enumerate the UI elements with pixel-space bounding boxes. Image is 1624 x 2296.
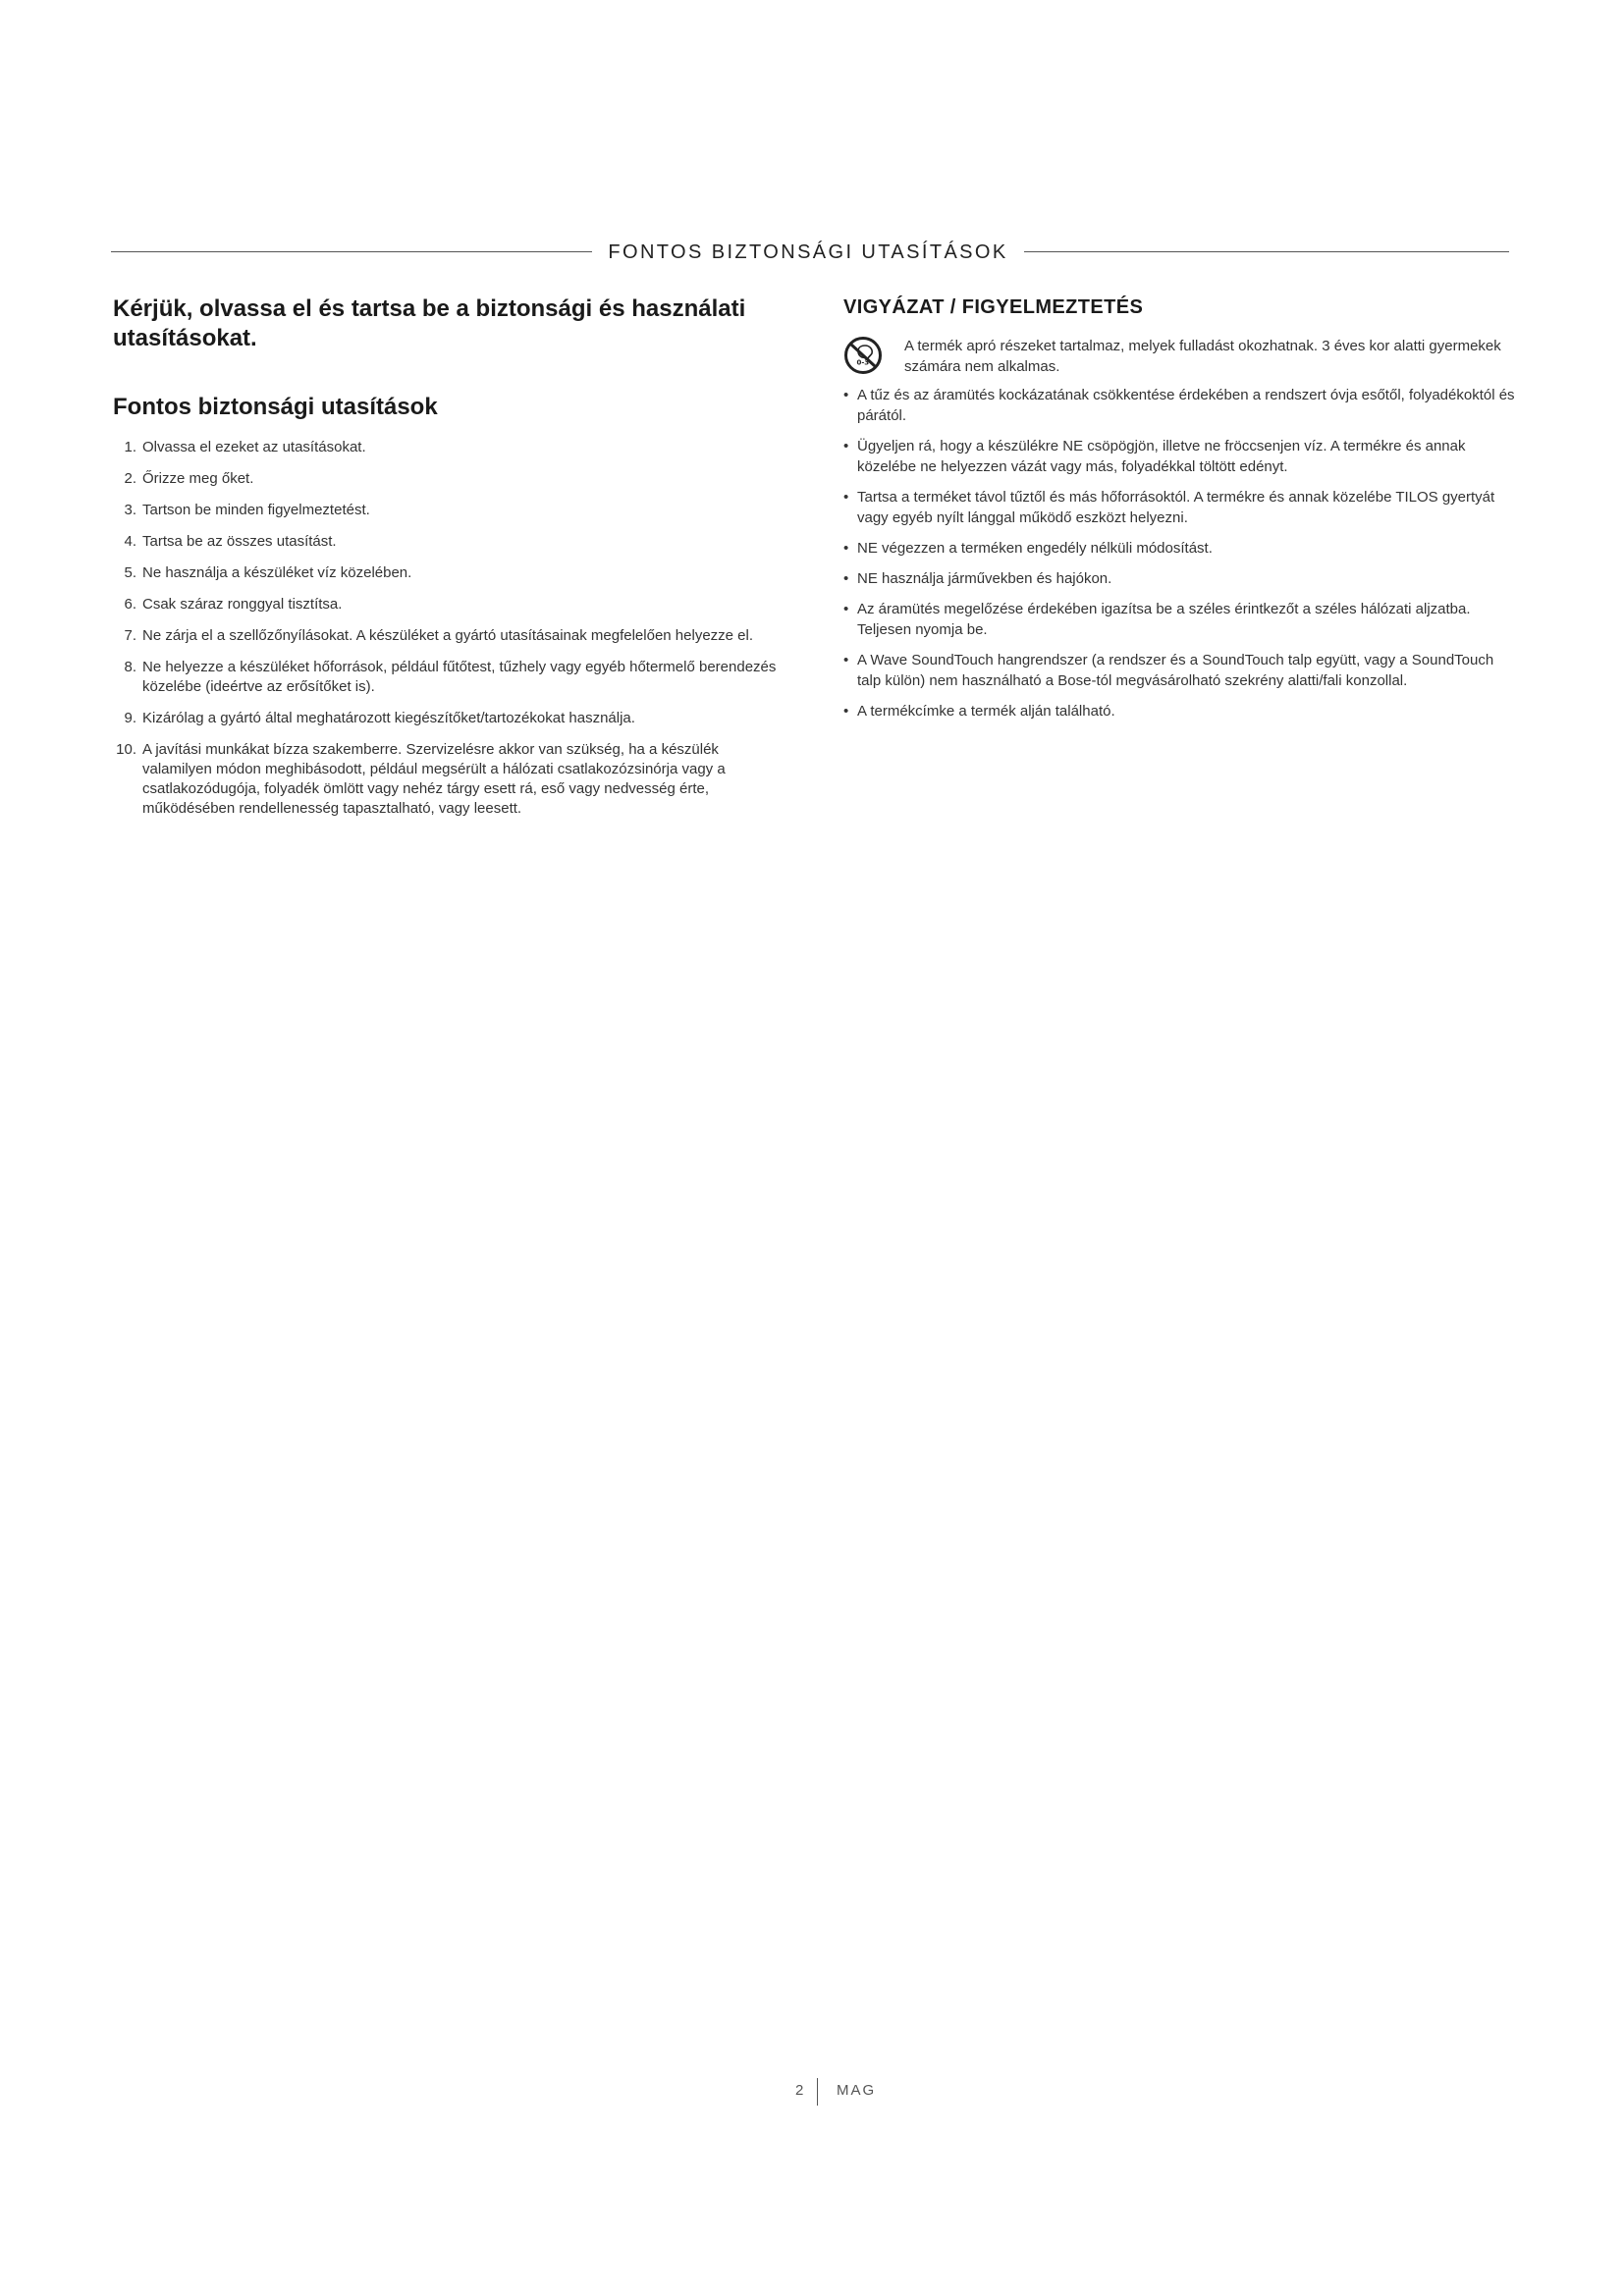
item-text: Tartsa a terméket távol tűztől és más hőforrásoktól. A termékre és annak közelébe TILOS gyertyát vagy egyéb nyílt lánggal működő eszközt helyezni. — [857, 489, 1495, 526]
choking-hazard-notice — [843, 336, 1516, 377]
intro-heading: Kérjük, olvassa el és tartsa be a biztonsági és használati utasításokat. — [113, 295, 746, 351]
list-item — [113, 658, 790, 697]
bullet-icon: • — [843, 387, 849, 403]
list-item — [113, 595, 790, 614]
list-item — [113, 563, 790, 583]
bullet-icon: • — [843, 703, 849, 720]
choking-hazard-text: A termék apró részeket tartalmaz, melyek fulladást okozhatnak. 3 éves kor alatti gyermekek számára nem alkalmas. — [904, 338, 1501, 375]
safety-instructions-list — [113, 438, 790, 819]
item-number: 2. — [124, 470, 136, 487]
item-text: Tartson be minden figyelmeztetést. — [142, 502, 370, 518]
list-item — [843, 599, 1516, 640]
list-item — [843, 701, 1516, 721]
item-number: 1. — [124, 439, 136, 455]
page-number: 2 — [795, 2082, 804, 2099]
item-text: NE használja járművekben és hajókon. — [857, 570, 1112, 587]
item-number: 5. — [124, 564, 136, 581]
item-text: Őrizze meg őket. — [142, 470, 254, 487]
language-code: MAG — [837, 2082, 877, 2099]
bullet-icon: • — [843, 570, 849, 587]
page-title: FONTOS BIZTONSÁGI UTASÍTÁSOK — [608, 241, 1008, 263]
list-item — [843, 487, 1516, 528]
choking-icon-label: 0-3 — [856, 358, 870, 367]
item-number: 8. — [124, 659, 136, 675]
item-text: Az áramütés megelőzése érdekében igazítsa be a széles érintkezőt a széles hálózati aljzatba. Teljesen nyomja be. — [857, 601, 1471, 638]
item-text: A Wave SoundTouch hangrendszer (a rendszer és a SoundTouch talp együtt, vagy a SoundTouch talp külön) nem használható a Bose-tól megvásárolható szekrény alatti/fali konzollal. — [857, 652, 1494, 689]
item-text: Csak száraz ronggyal tisztítsa. — [142, 596, 343, 613]
bullet-icon: • — [843, 652, 849, 668]
item-number: 3. — [124, 502, 136, 518]
list-item — [113, 532, 790, 552]
item-text: Olvassa el ezeket az utasításokat. — [142, 439, 366, 455]
section-header — [111, 240, 1509, 265]
item-text: Ügyeljen rá, hogy a készülékre NE csöpögjön, illetve ne fröccsenjen víz. A termékre és annak közelébe ne helyezzen vázát vagy más, folyadékkal töltött edényt. — [857, 438, 1466, 475]
item-text: A tűz és az áramütés kockázatának csökkentése érdekében a rendszert óvja esőtől, folyadékoktól és párától. — [857, 387, 1515, 424]
list-item — [113, 469, 790, 489]
list-item — [113, 740, 790, 819]
item-text: NE végezzen a terméken engedély nélküli módosítást. — [857, 540, 1213, 557]
left-column — [113, 294, 790, 830]
choking-hazard-icon — [843, 336, 883, 375]
right-column — [843, 294, 1516, 731]
item-number: 7. — [124, 627, 136, 644]
list-item — [843, 385, 1516, 426]
bullet-icon: • — [843, 489, 849, 506]
header-rule-left — [111, 251, 592, 252]
item-number: 10. — [116, 741, 136, 758]
list-item — [113, 438, 790, 457]
item-text: Kizárólag a gyártó által meghatározott kiegészítőket/tartozékokat használja. — [142, 710, 635, 726]
bullet-icon: • — [843, 601, 849, 617]
list-item — [843, 650, 1516, 691]
item-number: 6. — [124, 596, 136, 613]
item-text: Ne helyezze a készüléket hőforrások, például fűtőtest, tűzhely vagy egyéb hőtermelő berendezés közelébe (ideértve az erősítőket is). — [142, 659, 777, 695]
bullet-icon: • — [843, 438, 849, 454]
item-text: Ne zárja el a szellőzőnyílásokat. A készüléket a gyártó utasításainak megfelelően helyezze el. — [142, 627, 754, 644]
item-text: Ne használja a készüléket víz közelében. — [142, 564, 412, 581]
warnings-list — [843, 385, 1516, 721]
list-item — [113, 709, 790, 728]
footer-divider — [817, 2078, 818, 2106]
item-text: A termékcímke a termék alján található. — [857, 703, 1115, 720]
item-number: 4. — [124, 533, 136, 550]
list-item — [843, 436, 1516, 477]
item-number: 9. — [124, 710, 136, 726]
item-text: Tartsa be az összes utasítást. — [142, 533, 337, 550]
list-item — [843, 538, 1516, 559]
safety-instructions-heading: Fontos biztonsági utasítások — [113, 394, 438, 420]
list-item — [843, 568, 1516, 589]
bullet-icon: • — [843, 540, 849, 557]
warning-heading: VIGYÁZAT / FIGYELMEZTETÉS — [843, 296, 1144, 318]
list-item — [113, 626, 790, 646]
header-rule-right — [1024, 251, 1509, 252]
item-text: A javítási munkákat bízza szakemberre. Szervizelésre akkor van szükség, ha a készülék valamilyen módon meghibásodott, például megsérült a hálózati csatlakozózsinórja vagy a csatlakozódugója, folyadék ömlött vagy nehéz tárgy esett rá, eső vagy nedvesség érte, működésében rendellenesség tapasztalható, vagy leesett. — [142, 741, 726, 817]
list-item — [113, 501, 790, 520]
